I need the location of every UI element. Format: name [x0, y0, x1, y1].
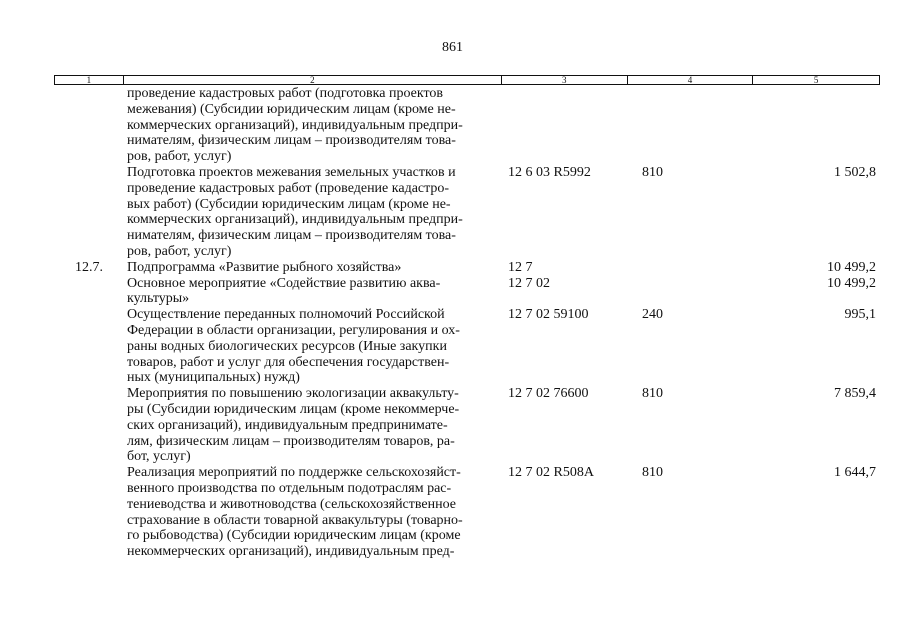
table-row — [54, 307, 880, 386]
description-line: некоммерческих организаций), индивидуальным пред- — [127, 544, 455, 560]
description-line: коммерческих организаций), индивидуальным предпри- — [127, 212, 463, 228]
table-header — [54, 75, 880, 85]
row-description — [123, 386, 502, 465]
header-col-4: 4 — [628, 76, 754, 84]
table-row — [54, 165, 880, 260]
row-number — [54, 465, 123, 560]
row-code: 12 6 03 R5992 — [508, 164, 591, 180]
row-expense-type: 810 — [642, 386, 663, 402]
description-line: ских организаций), индивидуальным предпринимате- — [127, 417, 448, 433]
description-line: лям, физическим лицам – производителям товаров, ра- — [127, 433, 455, 449]
row-amount: 7 859,4 — [834, 386, 876, 402]
row-code: 12 7 02 76600 — [508, 386, 589, 402]
table-row — [54, 465, 880, 560]
row-expense-type — [628, 276, 754, 308]
row-description — [123, 307, 502, 386]
table-row — [54, 260, 880, 276]
header-col-1: 1 — [55, 76, 124, 84]
description-line: Осуществление переданных полномочий Российской — [127, 307, 445, 323]
description-line: Подготовка проектов межевания земельных участков и — [127, 164, 456, 180]
page-number: 861 — [442, 40, 463, 55]
row-number — [54, 165, 123, 260]
row-amount — [754, 86, 880, 165]
row-code: 12 7 02 59100 — [508, 307, 589, 323]
table-row — [54, 86, 880, 165]
description-line: нимателям, физическим лицам – производителям това- — [127, 228, 456, 244]
description-line: проведение кадастровых работ (проведение кадастро- — [127, 180, 450, 196]
row-amount: 995,1 — [844, 307, 876, 323]
header-col-5: 5 — [813, 75, 819, 85]
description-line: Основное мероприятие «Содействие развитию аква- — [127, 275, 441, 291]
description-line: ров, работ, услуг) — [127, 243, 232, 259]
description-line: межевания) (Субсидии юридическим лицам (кроме не- — [127, 101, 456, 117]
row-description — [123, 276, 502, 308]
description-line: венного производства по отдельным подотраслям рас- — [127, 480, 452, 496]
table-row — [54, 276, 880, 308]
description-line: Реализация мероприятий по поддержке сельскохозяйст- — [127, 465, 461, 481]
row-description — [123, 165, 502, 260]
row-amount: 10 499,2 — [827, 275, 876, 291]
description-line: ры (Субсидии юридическим лицам (кроме некоммерче- — [127, 401, 460, 417]
description-line: бот, услуг) — [127, 449, 191, 465]
description-line: проведение кадастровых работ (подготовка проектов — [127, 86, 443, 101]
description-line: страхование в области товарной аквакультуры (товарно- — [127, 512, 463, 528]
description-line: Мероприятия по повышению экологизации аквакульту- — [127, 386, 459, 402]
row-description — [123, 86, 502, 165]
row-number — [54, 86, 123, 165]
row-number — [54, 307, 123, 386]
row-code — [502, 86, 628, 165]
table-body — [54, 86, 880, 560]
row-description — [123, 465, 502, 560]
table-row — [54, 386, 880, 465]
description-line: коммерческих организаций), индивидуальным предпри- — [127, 117, 463, 133]
description-line: Подпрограмма «Развитие рыбного хозяйства» — [127, 259, 402, 275]
row-amount: 1 502,8 — [834, 164, 876, 180]
row-expense-type — [628, 260, 754, 276]
row-code: 12 7 02 R508A — [508, 465, 594, 481]
description-line: раны водных биологических ресурсов (Иные закупки — [127, 338, 447, 354]
row-code: 12 7 02 — [508, 275, 550, 291]
row-code: 12 7 — [508, 259, 533, 275]
row-amount: 10 499,2 — [827, 259, 876, 275]
description-line: Федерации в области организации, регулирования и ох- — [127, 322, 460, 338]
description-line: ных (муниципальных) нужд) — [127, 370, 300, 386]
description-line: товаров, работ и услуг для обеспечения государствен- — [127, 354, 450, 370]
description-line: го рыбоводства) (Субсидии юридическим лицам (кроме — [127, 528, 461, 544]
row-number — [54, 276, 123, 308]
row-expense-type: 810 — [642, 164, 663, 180]
description-line: вых работ) (Субсидии юридическим лицам (кроме не- — [127, 196, 451, 212]
row-expense-type: 810 — [642, 465, 663, 481]
row-number — [54, 386, 123, 465]
row-expense-type — [628, 86, 754, 165]
row-number: 12.7. — [75, 259, 103, 275]
description-line: ров, работ, услуг) — [127, 149, 232, 165]
description-line: нимателям, физическим лицам – производителям това- — [127, 133, 456, 149]
header-col-2: 2 — [124, 76, 502, 84]
description-line: тениеводства и животноводства (сельскохозяйственное — [127, 496, 456, 512]
row-expense-type: 240 — [642, 307, 663, 323]
description-line: культуры» — [127, 291, 190, 307]
row-amount: 1 644,7 — [834, 465, 876, 481]
header-col-3: 3 — [502, 76, 628, 84]
row-description — [123, 260, 502, 276]
